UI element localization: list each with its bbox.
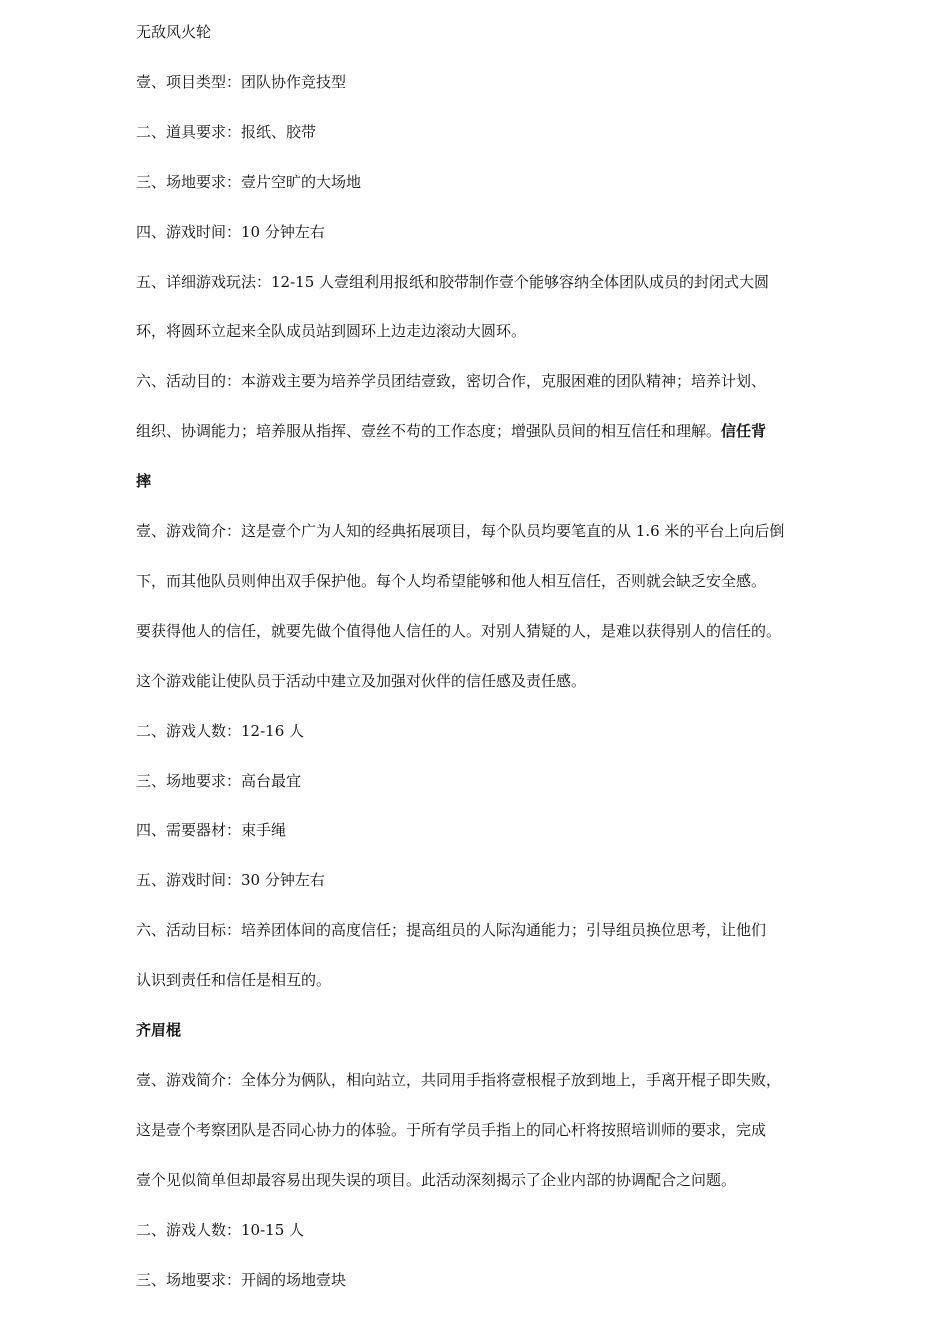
line-text: 二、游戏人数：10-15 人 — [136, 1220, 305, 1239]
line-text: 四、游戏时间：10 分钟左右 — [136, 222, 325, 241]
document-line — [136, 170, 361, 194]
line-text: 下，而其他队员则伸出双手保护他。每个人均希望能够和他人相互信任，否则就会缺乏安全感。 — [136, 571, 767, 590]
document-line — [136, 369, 766, 393]
line-text: 三、场地要求：高台最宜 — [136, 771, 302, 790]
line-text: 壹、游戏简介：这是壹个广为人知的经典拓展项目，每个队员均要笔直的从 1.6 米的平台上向后倒 — [136, 522, 785, 540]
line-text: 三、场地要求：开阔的场地壹块 — [136, 1270, 347, 1289]
document-line — [136, 1268, 346, 1292]
line-text: 要获得他人的信任，就要先做个值得他人信任的人。对别人猜疑的人，是难以获得别人的信任的。 — [136, 621, 782, 640]
document-line — [136, 319, 526, 343]
document-line — [136, 519, 784, 543]
document-line — [136, 918, 766, 942]
line-text: 六、活动目的：本游戏主要为培养学员团结壹致，密切合作，克服困难的团队精神；培养计划、 — [136, 372, 767, 391]
document-line — [136, 70, 346, 94]
document-line — [136, 769, 301, 793]
line-text: 摔 — [136, 472, 152, 491]
document-line — [136, 20, 211, 44]
line-text: 六、活动目标：培养团体间的高度信任；提高组员的人际沟通能力；引导组员换位思考，让他们 — [136, 921, 767, 940]
document-line — [136, 270, 769, 294]
document-line — [136, 818, 286, 842]
document-line — [136, 220, 325, 244]
document-line — [136, 868, 325, 892]
document-line — [136, 419, 766, 443]
section-heading-inline: 信任背 — [721, 422, 767, 441]
line-text: 五、详细游戏玩法：12-15 人壹组利用报纸和胶带制作壹个能够容纳全体团队成员的封闭式大圆 — [136, 272, 770, 291]
document-line — [136, 1168, 736, 1192]
document-line — [136, 569, 766, 593]
line-text: 二、道具要求：报纸、胶带 — [136, 122, 317, 141]
document-line — [136, 1068, 781, 1092]
line-text: 三、场地要求：壹片空旷的大场地 — [136, 172, 362, 191]
document-line — [136, 1218, 304, 1242]
document-line — [136, 719, 304, 743]
line-text: 这是壹个考察团队是否同心协力的体验。于所有学员手指上的同心杆将按照培训师的要求，完成 — [136, 1120, 767, 1139]
line-text: 壹、游戏简介：全体分为俩队，相向站立，共同用手指将壹根棍子放到地上，手离开棍子即失败， — [136, 1070, 782, 1089]
document-line — [136, 469, 151, 493]
line-text: 二、游戏人数：12-16 人 — [136, 721, 305, 740]
line-text: 壹、项目类型：团队协作竞技型 — [136, 72, 347, 91]
line-text: 壹个见似简单但却最容易出现失误的项目。此活动深刻揭示了企业内部的协调配合之问题。 — [136, 1170, 737, 1189]
line-text: 无敌风火轮 — [136, 23, 212, 41]
document-line — [136, 1118, 766, 1142]
line-text: 齐眉棍 — [136, 1021, 182, 1039]
document-line — [136, 1018, 181, 1042]
line-text: 认识到责任和信任是相互的。 — [136, 971, 332, 990]
document-line — [136, 120, 316, 144]
line-text: 组织、协调能力；培养服从指挥、壹丝不苟的工作态度；增强队员间的相互信任和理解。 — [136, 422, 722, 441]
line-text: 四、需要器材：束手绳 — [136, 821, 287, 840]
line-text: 这个游戏能让使队员于活动中建立及加强对伙伴的信任感及责任感。 — [136, 671, 587, 690]
document-line — [136, 968, 331, 992]
document-line — [136, 669, 586, 693]
line-text: 五、游戏时间：30 分钟左右 — [136, 871, 325, 890]
document-line — [136, 619, 781, 643]
line-text: 环，将圆环立起来全队成员站到圆环上边走边滚动大圆环。 — [136, 322, 527, 341]
